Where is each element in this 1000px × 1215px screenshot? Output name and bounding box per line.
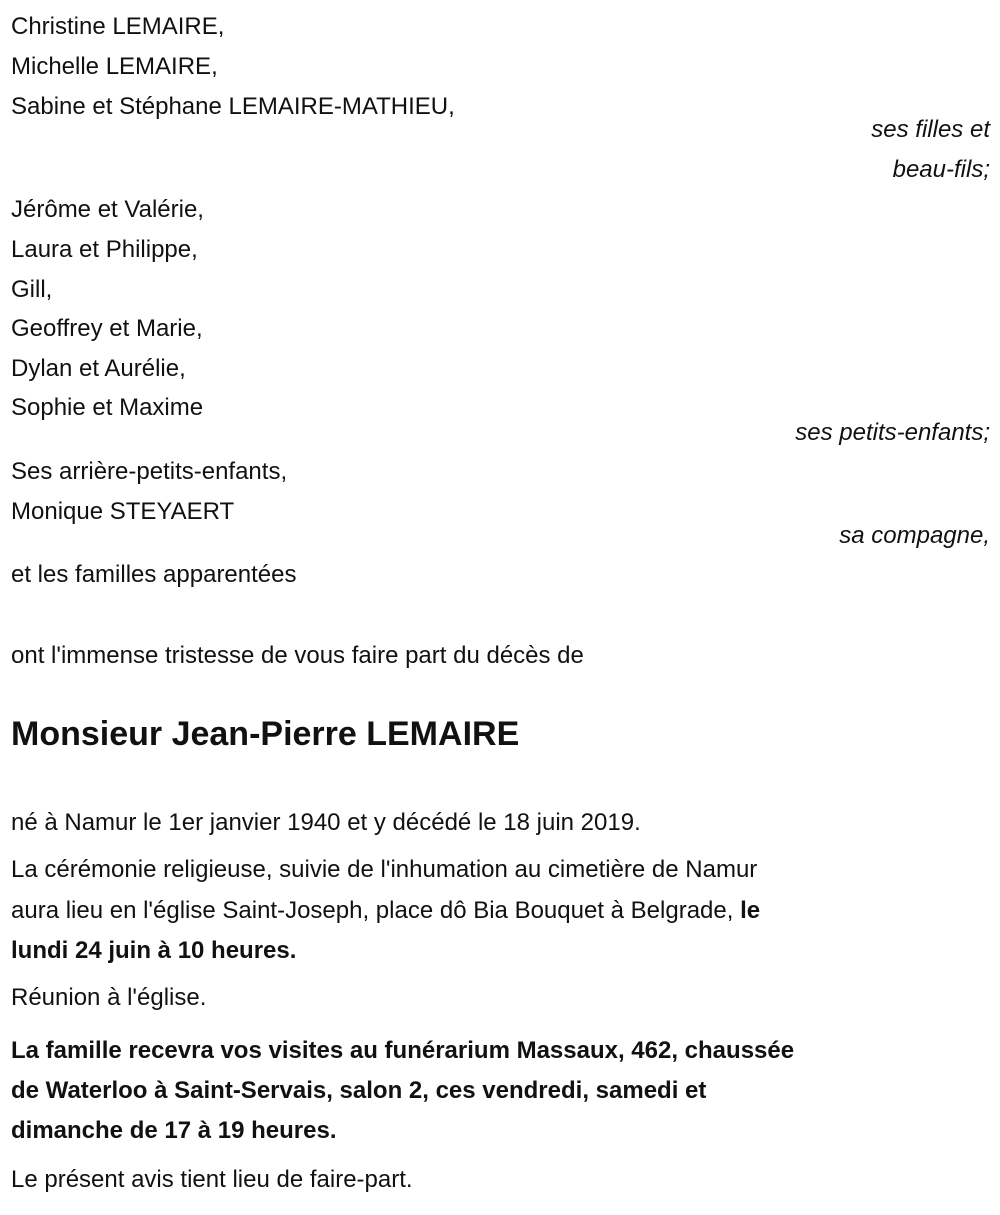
announcement-text: ont l'immense tristesse de vous faire part du décès de bbox=[11, 642, 584, 669]
visits-text: La famille recevra vos visites au funérarium Massaux, 462, chaussée bbox=[11, 1037, 795, 1064]
visits-text: de Waterloo à Saint-Servais, salon 2, ces vendredi, samedi et bbox=[11, 1077, 707, 1104]
ceremony-text-part: aura lieu en l'église Saint-Joseph, place dô Bia Bouquet à Belgrade, bbox=[11, 897, 741, 924]
families-text: et les familles apparentées bbox=[11, 561, 297, 588]
grandchild-name: Jérôme et Valérie, bbox=[11, 196, 204, 223]
grandchild-name: Sophie et Maxime bbox=[11, 394, 204, 421]
companion-name: Monique STEYAERT bbox=[11, 498, 235, 525]
ceremony-date-bold: lundi 24 juin à 10 heures. bbox=[11, 937, 297, 964]
grandchild-name: Gill, bbox=[11, 276, 53, 303]
deceased-name: Monsieur Jean-Pierre LEMAIRE bbox=[11, 715, 520, 753]
grandchild-name: Laura et Philippe, bbox=[11, 236, 198, 263]
great-grandchildren: Ses arrière-petits-enfants, bbox=[11, 458, 288, 485]
relation-label: sa compagne, bbox=[839, 522, 990, 549]
ceremony-date-bold: le bbox=[740, 897, 761, 924]
closing-text: Le présent avis tient lieu de faire-part. bbox=[11, 1166, 413, 1193]
ceremony-text bbox=[11, 897, 760, 925]
daughter-name: Michelle LEMAIRE, bbox=[11, 53, 218, 80]
relation-label: ses petits-enfants; bbox=[795, 419, 990, 446]
relation-label: beau-fils; bbox=[892, 156, 990, 183]
ceremony-text: La cérémonie religieuse, suivie de l'inhumation au cimetière de Namur bbox=[11, 856, 758, 883]
grandchild-name: Dylan et Aurélie, bbox=[11, 355, 186, 382]
relation-label: ses filles et bbox=[871, 116, 990, 143]
daughter-name: Sabine et Stéphane LEMAIRE-MATHIEU, bbox=[11, 93, 455, 120]
meeting-text: Réunion à l'église. bbox=[11, 984, 207, 1011]
birth-death-text: né à Namur le 1er janvier 1940 et y décédé le 18 juin 2019. bbox=[11, 809, 641, 836]
visits-text: dimanche de 17 à 19 heures. bbox=[11, 1117, 337, 1144]
grandchild-name: Geoffrey et Marie, bbox=[11, 315, 203, 342]
daughter-name: Christine LEMAIRE, bbox=[11, 13, 225, 40]
